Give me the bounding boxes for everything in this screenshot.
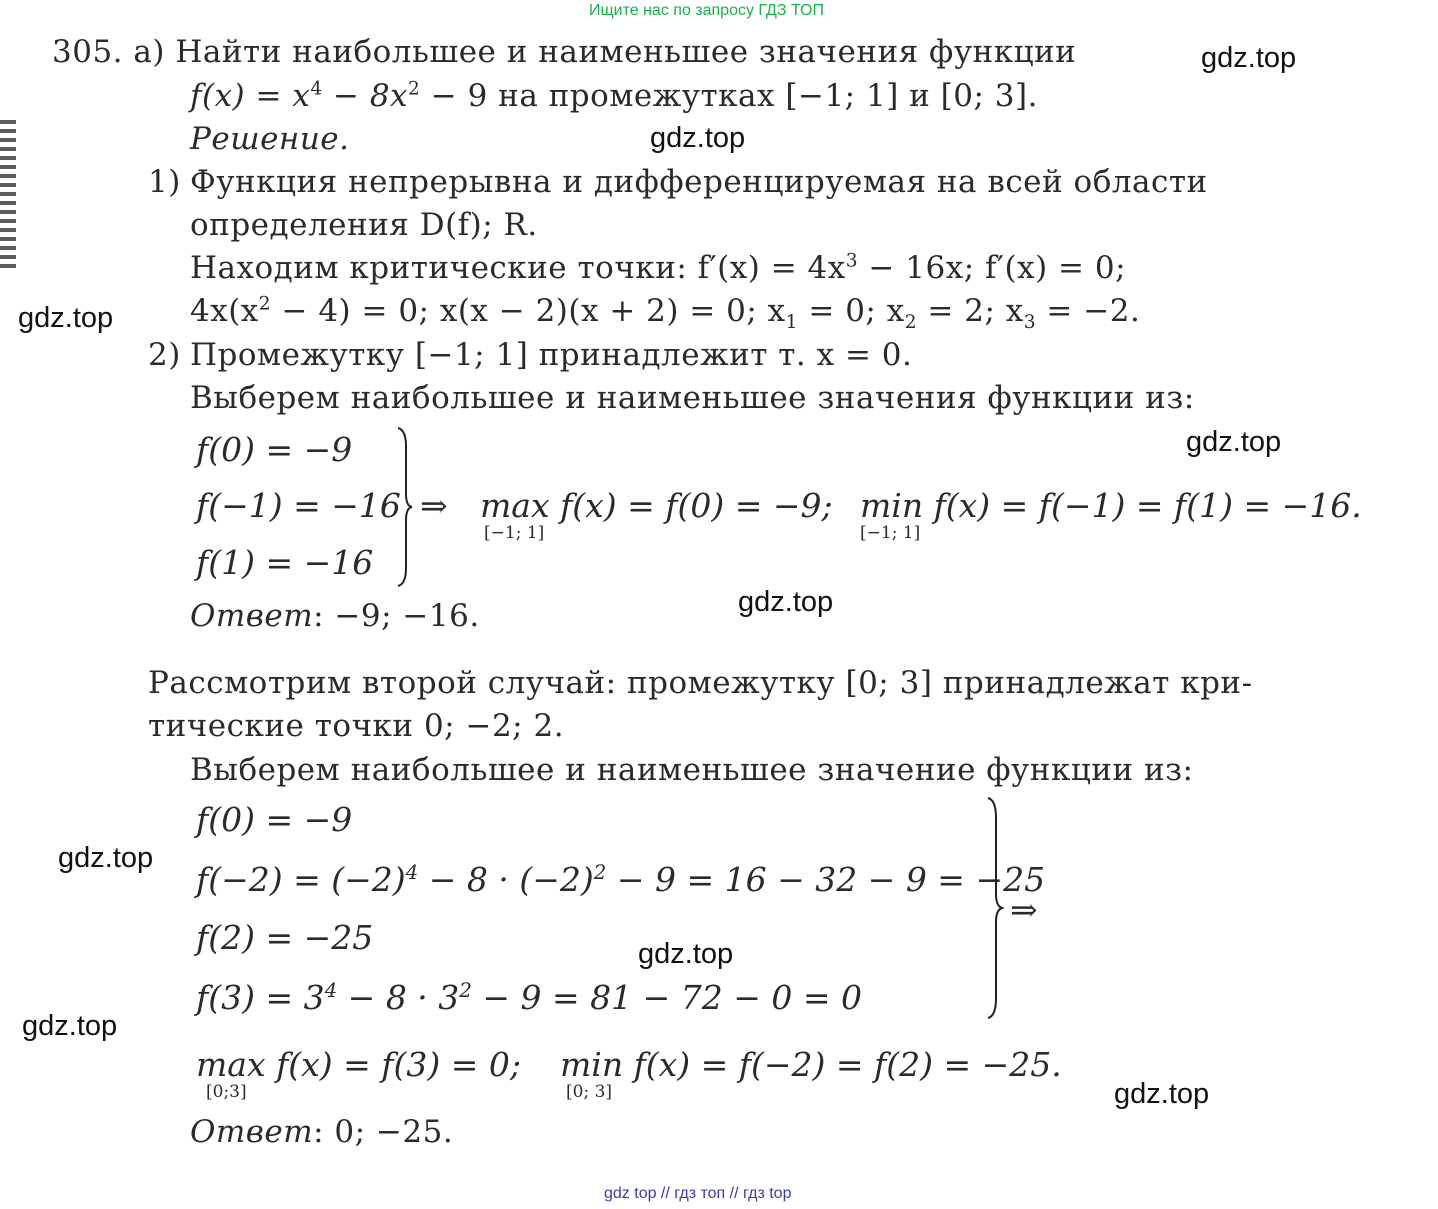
page-binding-edge (0, 120, 16, 270)
step2-line2: Выберем наибольшее и наименьшее значения функции из: (190, 380, 1195, 416)
step1-line3a: Находим критические точки: f′(x) = 4x (190, 250, 846, 286)
case2-right-brace (984, 796, 1004, 1020)
case2-min-range: [0; 3] (566, 1082, 613, 1102)
case2-v4c: − 9 = 81 − 72 − 0 = 0 (471, 978, 862, 1017)
exp-4b: 4 (405, 861, 419, 884)
case2-v4a: f(3) = 3 (196, 978, 325, 1017)
watermark-2: gdz.top (650, 122, 746, 154)
case2-value-3 (196, 978, 862, 1018)
step1-line4e: = −2. (1036, 293, 1141, 329)
case2-line3: Выберем наибольшее и наименьшее значение функции из: (190, 752, 1194, 788)
step2-line1: Промежутку [−1; 1] принадлежит т. x = 0. (190, 337, 913, 373)
step2-value-0: f(0) = −9 (196, 430, 353, 469)
step1-line4c: = 0; x (798, 293, 905, 329)
case2-line1: Рассмотрим второй случай: промежутку [0; 3] принадлежат кри- (148, 665, 1253, 701)
case2-max: max f(x) = f(3) = 0; (196, 1045, 521, 1084)
answer1 (190, 598, 480, 634)
case2-arrow: ⇒ (1010, 890, 1038, 929)
case2-v4b: − 8 · 3 (337, 978, 460, 1017)
problem-function (190, 78, 1038, 114)
step1-line4a: 4x(x (190, 293, 259, 329)
exp-2d: 2 (459, 979, 472, 1002)
func-rhs: − 9 (420, 78, 488, 114)
intervals-text: на промежутках [−1; 1] и [0; 3]. (487, 78, 1038, 114)
answer2-value: : 0; −25. (313, 1114, 454, 1150)
step2-number: 2) (148, 337, 181, 373)
exp-2: 2 (408, 78, 421, 100)
case2-value-1 (196, 860, 1045, 900)
exp-2b: 2 (258, 293, 272, 315)
step2-min-range: [−1; 1] (860, 523, 921, 543)
watermark-9: gdz.top (1114, 1078, 1210, 1110)
answer1-label: Ответ (190, 598, 314, 634)
case2-v2b: − 8 · (−2) (418, 860, 594, 899)
step2-max-range: [−1; 1] (484, 523, 545, 543)
watermark-5: gdz.top (738, 586, 834, 618)
exp-2c: 2 (593, 861, 607, 884)
answer2 (190, 1114, 453, 1150)
step2-right-brace (394, 426, 414, 588)
step1-line1: Функция непрерывна и дифференцируемая на всей области (190, 164, 1208, 200)
top-banner[interactable]: Ищите нас по запросу ГДЗ ТОП (589, 2, 824, 19)
case2-v2c: − 9 = 16 − 32 − 9 = −25 (606, 860, 1046, 899)
step2-value-1: f(−1) = −16 (196, 486, 401, 525)
step1-line4 (190, 293, 1141, 334)
step1-line3 (190, 250, 1126, 286)
answer1-value: : −9; −16. (313, 598, 480, 634)
solution-label: Решение. (190, 121, 350, 157)
case2-line2: тические точки 0; −2; 2. (148, 708, 565, 744)
problem-part: а) (133, 34, 165, 70)
step2-arrow: ⇒ (420, 486, 448, 525)
answer2-label: Ответ (190, 1114, 314, 1150)
exp-4: 4 (310, 78, 323, 100)
case2-v2a: f(−2) = (−2) (196, 860, 406, 899)
case2-min: min f(x) = f(−2) = f(2) = −25. (560, 1045, 1062, 1084)
case2-value-0: f(0) = −9 (196, 800, 353, 839)
case2-value-2: f(2) = −25 (196, 918, 374, 957)
sub-1: 1 (785, 312, 799, 334)
step1-number: 1) (148, 164, 181, 200)
problem-statement: Найти наибольшее и наименьшее значения функции (175, 34, 1077, 70)
step2-min: min f(x) = f(−1) = f(1) = −16. (860, 486, 1362, 525)
exp-3: 3 (845, 250, 859, 272)
footer-links[interactable]: gdz top // гдз топ // гдз top (604, 1185, 792, 1202)
func-mid: − 8x (322, 78, 409, 114)
exp-4c: 4 (324, 979, 338, 1002)
watermark-3: gdz.top (18, 302, 114, 334)
watermark-6: gdz.top (58, 842, 154, 874)
watermark-1: gdz.top (1201, 42, 1297, 74)
watermark-8: gdz.top (22, 1010, 118, 1042)
step1-line2: определения D(f); R. (190, 207, 538, 243)
watermark-4: gdz.top (1186, 426, 1282, 458)
step1-line4b: − 4) = 0; x(x − 2)(x + 2) = 0; x (271, 293, 786, 329)
step1-line3b: − 16x; f′(x) = 0; (858, 250, 1127, 286)
step2-max: max f(x) = f(0) = −9; (480, 486, 833, 525)
case2-max-range: [0;3] (206, 1082, 247, 1102)
step1-line4d: = 2; x (917, 293, 1024, 329)
sub-2: 2 (904, 312, 918, 334)
func-lhs: f(x) = x (190, 78, 311, 114)
problem-header (52, 34, 1076, 70)
problem-number: 305. (52, 34, 124, 70)
watermark-7: gdz.top (638, 938, 734, 970)
sub-3: 3 (1023, 312, 1037, 334)
step2-value-2: f(1) = −16 (196, 543, 374, 582)
